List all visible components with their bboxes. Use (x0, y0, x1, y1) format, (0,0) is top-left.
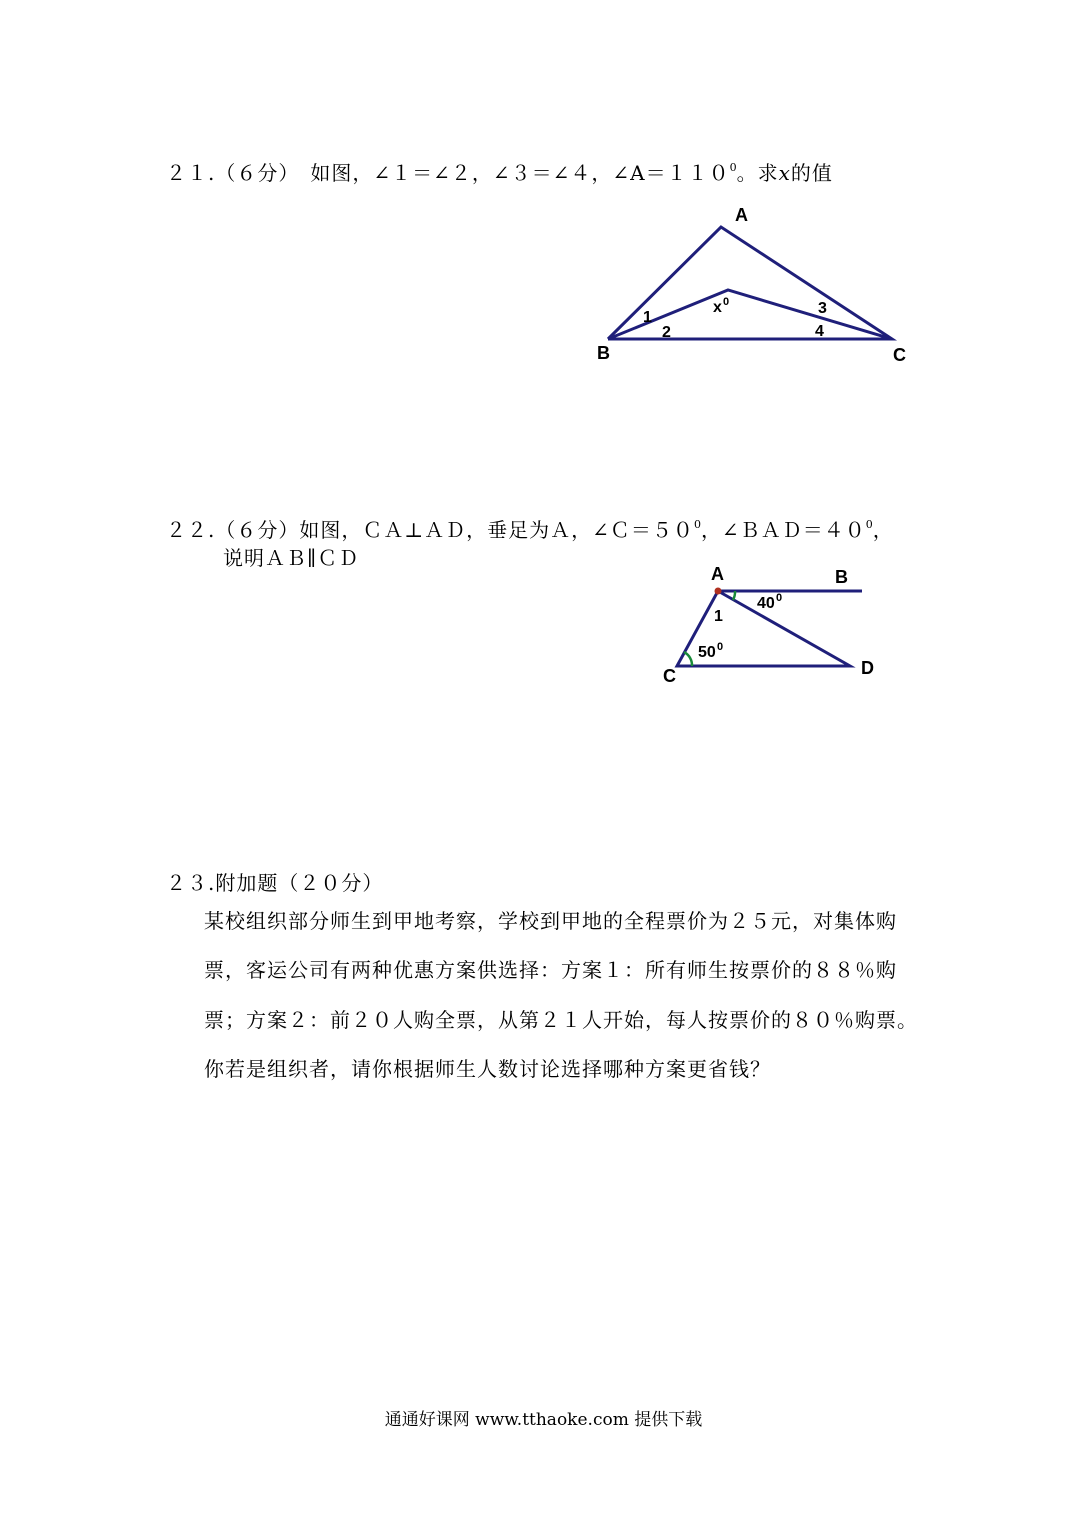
q21-label-x-sup: 0 (723, 296, 730, 308)
q22-angle-arc-50 (684, 652, 692, 666)
q23-line-2: 票，客运公司有两种优惠方案供选择：方案１：所有师生按票价的８８％购 (204, 958, 897, 982)
q22-number: ２２. (166, 518, 216, 542)
q22-angle-40-sup: 0 (776, 592, 783, 604)
q22-angle-40: 40 (757, 595, 775, 612)
q22-angle-50-sup: 0 (717, 641, 724, 653)
q22-text-c: ， (872, 518, 894, 542)
q21-text-tail: 的值 (790, 161, 833, 185)
q22-stem-line1 (166, 513, 894, 542)
q21-label-a: A (735, 205, 748, 225)
q21-label-b: B (597, 343, 610, 363)
q22-score: （６分） (215, 518, 300, 542)
q21-number: ２１. (166, 161, 216, 185)
q21-label-2: 2 (662, 324, 671, 341)
q21-label-x: x (713, 299, 722, 316)
q21-text-end: 。求 (736, 161, 779, 185)
q22-label-b: B (835, 567, 848, 587)
q21-label-3: 3 (818, 300, 827, 317)
q22-label-c: C (663, 666, 676, 686)
q22-degree-2: 0 (865, 518, 873, 531)
q23-line-1: 某校组织部分师生到甲地考察，学校到甲地的全程票价为２５元，对集体购 (204, 909, 897, 933)
q22-text-b: ，∠ＢＡＤ＝４０ (700, 518, 866, 542)
q22-point-a (715, 588, 722, 595)
q22-angle-50: 50 (698, 644, 716, 661)
q21-score: （６分） (215, 161, 290, 185)
footer-credit: 通通好课网 www.tthaoke.com 提供下载 (384, 1410, 703, 1430)
q23-line-3: 票；方案２：前２０人购全票，从第２１人开始，每人按票价的８０％购票。 (204, 1008, 918, 1032)
q22-label-1: 1 (714, 608, 723, 625)
q21-label-1: 1 (643, 309, 652, 326)
q22-stem-line2: 说明ＡＢ∥ＣＤ (223, 546, 360, 570)
q22-label-d: D (861, 658, 874, 678)
q22-text-a: 如图，ＣＡ⊥ＡＤ，垂足为Ａ，∠Ｃ＝５０ (299, 518, 694, 542)
q21-degree: 0 (729, 161, 737, 174)
q21-figure (0, 0, 1087, 420)
q21-text: 如图，∠１＝∠２，∠３＝∠４，∠A＝１１０ (289, 161, 730, 185)
q23-heading: ２３.附加题（２０分） (166, 871, 384, 895)
q21-label-c: C (893, 345, 906, 365)
q23-line-4: 你若是组织者，请你根据师生人数讨论选择哪种方案更省钱？ (204, 1057, 771, 1081)
q22-figure (0, 540, 1087, 700)
q21-var: x (778, 161, 791, 185)
q22-degree-1: 0 (693, 518, 701, 531)
q21-label-4: 4 (815, 323, 824, 340)
q22-label-a: A (711, 564, 724, 584)
